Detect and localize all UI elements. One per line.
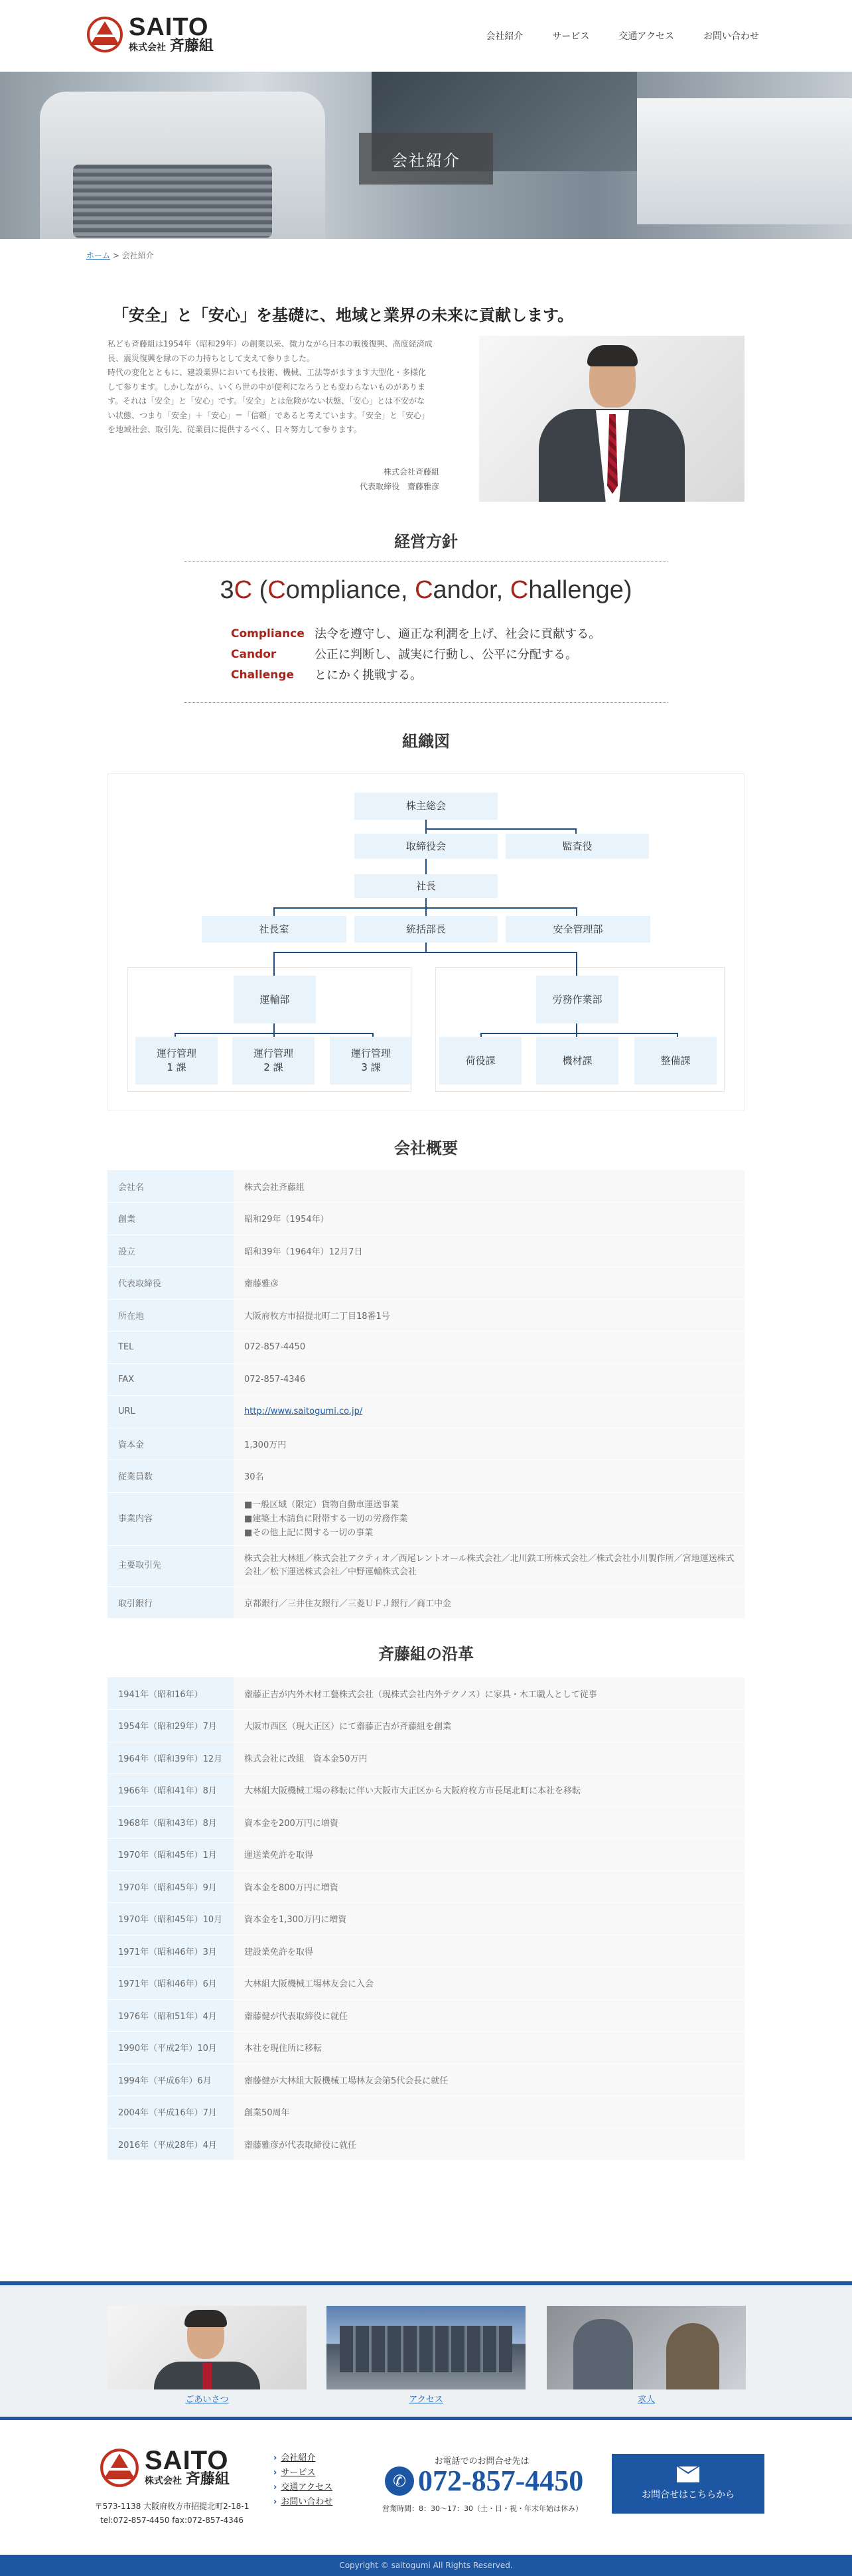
intro-signature [279, 465, 439, 494]
history-table [107, 1677, 745, 2160]
table-row: 主要取引先 株式会社大林組／株式会社アクティオ／西尾レントオール株式会社／北川鉄工所株式会社／株式会社小川製作所／宮地運送株式会社／松下運送株式会社／中野運輸株式会社 [107, 1545, 745, 1586]
table-row: 創業 昭和29年（1954年） [107, 1203, 745, 1235]
footer-address [89, 2500, 255, 2528]
table-row: 代表取締役 齋藤雅彦 [107, 1267, 745, 1300]
intro-text [107, 337, 433, 437]
org-safety-manager: 安全管理部 [506, 916, 650, 943]
policy-divider-bottom [184, 702, 668, 703]
logo-jp-name: 斉藤組 [169, 38, 214, 54]
intro-heading: 「安全」と「安心」を基礎に、地域と業界の未来に貢献します。 [113, 306, 574, 325]
org-president-office: 社長室 [202, 916, 346, 943]
table-row: 1970年（昭和45年）1月 運送業免許を取得 [107, 1839, 745, 1871]
nav-access[interactable]: 交通アクセス [618, 31, 674, 42]
org-board: 取締役会 [354, 834, 498, 859]
org-president: 社長 [354, 874, 498, 898]
footer-links [273, 2451, 332, 2510]
table-row: 従業員数 30名 [107, 1460, 745, 1493]
logo-jp-prefix: 株式会社 [129, 42, 166, 53]
org-transport-section-2: 運行管理 2 課 [232, 1037, 315, 1085]
breadcrumb-current: 会社紹介 [121, 251, 154, 260]
org-labor-section-3: 整備課 [634, 1037, 717, 1085]
logo-mark-icon [86, 16, 123, 53]
greeting-card-image[interactable] [107, 2306, 307, 2389]
table-row: 1954年（昭和29年）7月 大阪市西区（現大正区）にて齋藤正吉が斉藤組を創業 [107, 1710, 745, 1742]
access-card-link[interactable]: アクセス [409, 2395, 443, 2405]
hero-title: 会社紹介 [391, 151, 461, 170]
sign-company: 株式会社斉藤組 [383, 467, 439, 477]
org-transport-section-3: 運行管理 3 課 [330, 1037, 412, 1085]
table-row: TEL 072-857-4450 [107, 1331, 745, 1364]
footer-tel-caption: お電話でのお問合せ先は [434, 2457, 530, 2466]
footer-link-company[interactable]: 会社紹介 [281, 2453, 316, 2463]
table-row: 1971年（昭和46年）3月 建設業免許を取得 [107, 1935, 745, 1967]
hero-title-box [359, 133, 493, 185]
table-row: URL http://www.saitogumi.co.jp/ [107, 1396, 745, 1428]
footer-divider [0, 2417, 852, 2420]
policy-list [231, 624, 601, 686]
nav-company[interactable]: 会社紹介 [486, 31, 524, 42]
intro-paragraph-1: 私ども斉藤組は1954年（昭和29年）の創業以来、微力ながら日本の戦後復興、高度経済成長、震災復興を縁の下の力持ちとして支えて参りました。 [107, 339, 433, 363]
site-logo[interactable] [86, 15, 214, 54]
site-header [0, 0, 852, 72]
greeting-card-link[interactable]: ごあいさつ [185, 2395, 229, 2405]
copyright-text: Copyright © saitogumi All Rights Reserved. [339, 2561, 513, 2570]
org-auditor: 監査役 [506, 834, 649, 859]
history-title: 斉藤組の沿革 [378, 1645, 474, 1663]
table-row: 所在地 大阪府枚方市招提北町二丁目18番1号 [107, 1299, 745, 1331]
company-url-link[interactable]: http://www.saitogumi.co.jp/ [244, 1406, 363, 1417]
table-row: 設立 昭和39年（1964年）12月7日 [107, 1235, 745, 1267]
footer-logo[interactable]: SAITO 株式会社 斉藤組 [100, 2448, 230, 2488]
intro-paragraph-2: 時代の変化とともに、建設業界においても技術、機械、工法等がますます大型化・多様化して参ります。しかしながら、いくら世の中が便利になろうとも変わらないものがあります。それは「安全」と「安心」です。「安全」とは危険がない状態、「安心」とは不安がない状態、つまり「安全」＋「安心」＝「信頼」であると考えています。「安全」と「安心」を地域社会、取引先、従業員に提供するべく、日々努力して参ります。 [107, 368, 430, 434]
policy-divider-top [184, 561, 668, 562]
table-row: 1968年（昭和43年）8月 資本金を200万円に増資 [107, 1806, 745, 1839]
footer-link-access[interactable]: 交通アクセス [281, 2482, 332, 2492]
main-nav [486, 29, 759, 42]
recruit-card-link[interactable]: 求人 [637, 2395, 655, 2405]
footer-tel-number[interactable]: 072-857-4450 [418, 2464, 584, 2497]
copyright-bar [0, 2555, 852, 2576]
breadcrumb [86, 250, 154, 261]
table-row: FAX 072-857-4346 [107, 1363, 745, 1396]
footer-postal-address: 〒573-1138 大阪府枚方市招提北町2-18-1 [94, 2502, 249, 2511]
org-shareholders: 株主総会 [354, 793, 498, 820]
footer-link-contact[interactable]: お問い合わせ [281, 2497, 333, 2507]
table-row: 資本金 1,300万円 [107, 1428, 745, 1460]
org-general-manager: 統括部長 [354, 916, 498, 943]
table-row: 事業内容 ■一般区域（限定）貨物自動車運送事業 ■建築土木請負に附帯する一切の労務作業 ■その他上記に関する一切の事業 [107, 1492, 745, 1545]
table-row: 1970年（昭和45年）9月 資本金を800万円に増資 [107, 1870, 745, 1903]
table-row: 1941年（昭和16年） 齋藤正吉が内外木材工藝株式会社（現株式会社内外テクノス）に家具・木工職人として従事 [107, 1677, 745, 1710]
table-row: 会社名 株式会社斉藤組 [107, 1170, 745, 1203]
hero-banner [0, 72, 852, 239]
footer-logo-mark-icon [100, 2448, 139, 2488]
org-transport-dept: 運輸部 [234, 976, 316, 1023]
recruit-card-image[interactable] [547, 2306, 746, 2389]
table-row: 1966年（昭和41年）8月 大林組大阪機械工場の移転に伴い大阪市大正区から大阪府枚方市長尾北町に本社を移転 [107, 1774, 745, 1807]
overview-title: 会社概要 [394, 1139, 458, 1158]
policy-row-candor: Candor 公正に判断し、誠実に行動し、公平に分配する。 [231, 648, 577, 662]
policy-row-challenge: Challenge とにかく挑戦する。 [231, 668, 422, 682]
org-labor-section-1: 荷役課 [439, 1037, 522, 1085]
org-labor-dept: 労務作業部 [536, 976, 618, 1023]
mail-icon [677, 2466, 699, 2482]
nav-service[interactable]: サービス [552, 31, 590, 42]
org-transport-section-1: 運行管理 1 課 [135, 1037, 218, 1085]
breadcrumb-home[interactable]: ホーム [86, 251, 111, 260]
footer-hours: 営業時間：8：30〜17：30（土・日・祝・年末年始は休み） [382, 2504, 583, 2513]
table-row: 1964年（昭和39年）12月 株式会社に改組 資本金50万円 [107, 1742, 745, 1774]
footer-link-service[interactable]: サービス [281, 2468, 316, 2478]
contact-button-label: お問合せはこちらから [642, 2490, 735, 2500]
org-labor-section-2: 機材課 [536, 1037, 618, 1085]
policy-headline: 3C (Compliance, Candor, Challenge) [220, 576, 632, 604]
policy-title: 経営方針 [394, 532, 458, 551]
org-title: 組織図 [402, 732, 450, 751]
phone-icon: ✆ [385, 2466, 414, 2496]
table-row: 2004年（平成16年）7月 創業50周年 [107, 2096, 745, 2129]
footer-tel-fax: tel:072-857-4450 fax:072-857-4346 [100, 2516, 244, 2525]
hero-truck-side [637, 98, 852, 224]
president-portrait [479, 336, 745, 502]
sign-name: 代表取締役 齋藤雅彦 [359, 482, 439, 491]
overview-table [107, 1170, 745, 1619]
table-row: 1970年（昭和45年）10月 資本金を1,300万円に増資 [107, 1903, 745, 1935]
table-row: 1994年（平成6年）6月 齋藤健が大林組大阪機械工場林友会第5代会長に就任 [107, 2064, 745, 2096]
table-row: 取引銀行 京都銀行／三井住友銀行／三菱ＵＦＪ銀行／商工中金 [107, 1586, 745, 1619]
table-row: 2016年（平成28年）4月 齋藤雅彦が代表取締役に就任 [107, 2128, 745, 2160]
footer-logo-en: SAITO [145, 2446, 229, 2475]
logo-en: SAITO [129, 13, 209, 41]
policy-row-compliance: Compliance 法令を遵守し、適正な利潤を上げ、社会に貢献する。 [231, 627, 601, 641]
table-row: 1971年（昭和46年）6月 大林組大阪機械工場林友会に入会 [107, 1967, 745, 2000]
footer-tel[interactable] [385, 2464, 583, 2498]
table-row: 1976年（昭和51年）4月 齋藤健が代表取締役に就任 [107, 1999, 745, 2032]
contact-button[interactable] [612, 2454, 764, 2514]
nav-contact[interactable]: お問い合わせ [703, 31, 759, 42]
table-row: 1990年（平成2年）10月 本社を現住所に移転 [107, 2032, 745, 2064]
breadcrumb-separator: > [112, 251, 119, 260]
hero-truck-grille [73, 165, 272, 238]
access-card-image[interactable] [326, 2306, 526, 2389]
